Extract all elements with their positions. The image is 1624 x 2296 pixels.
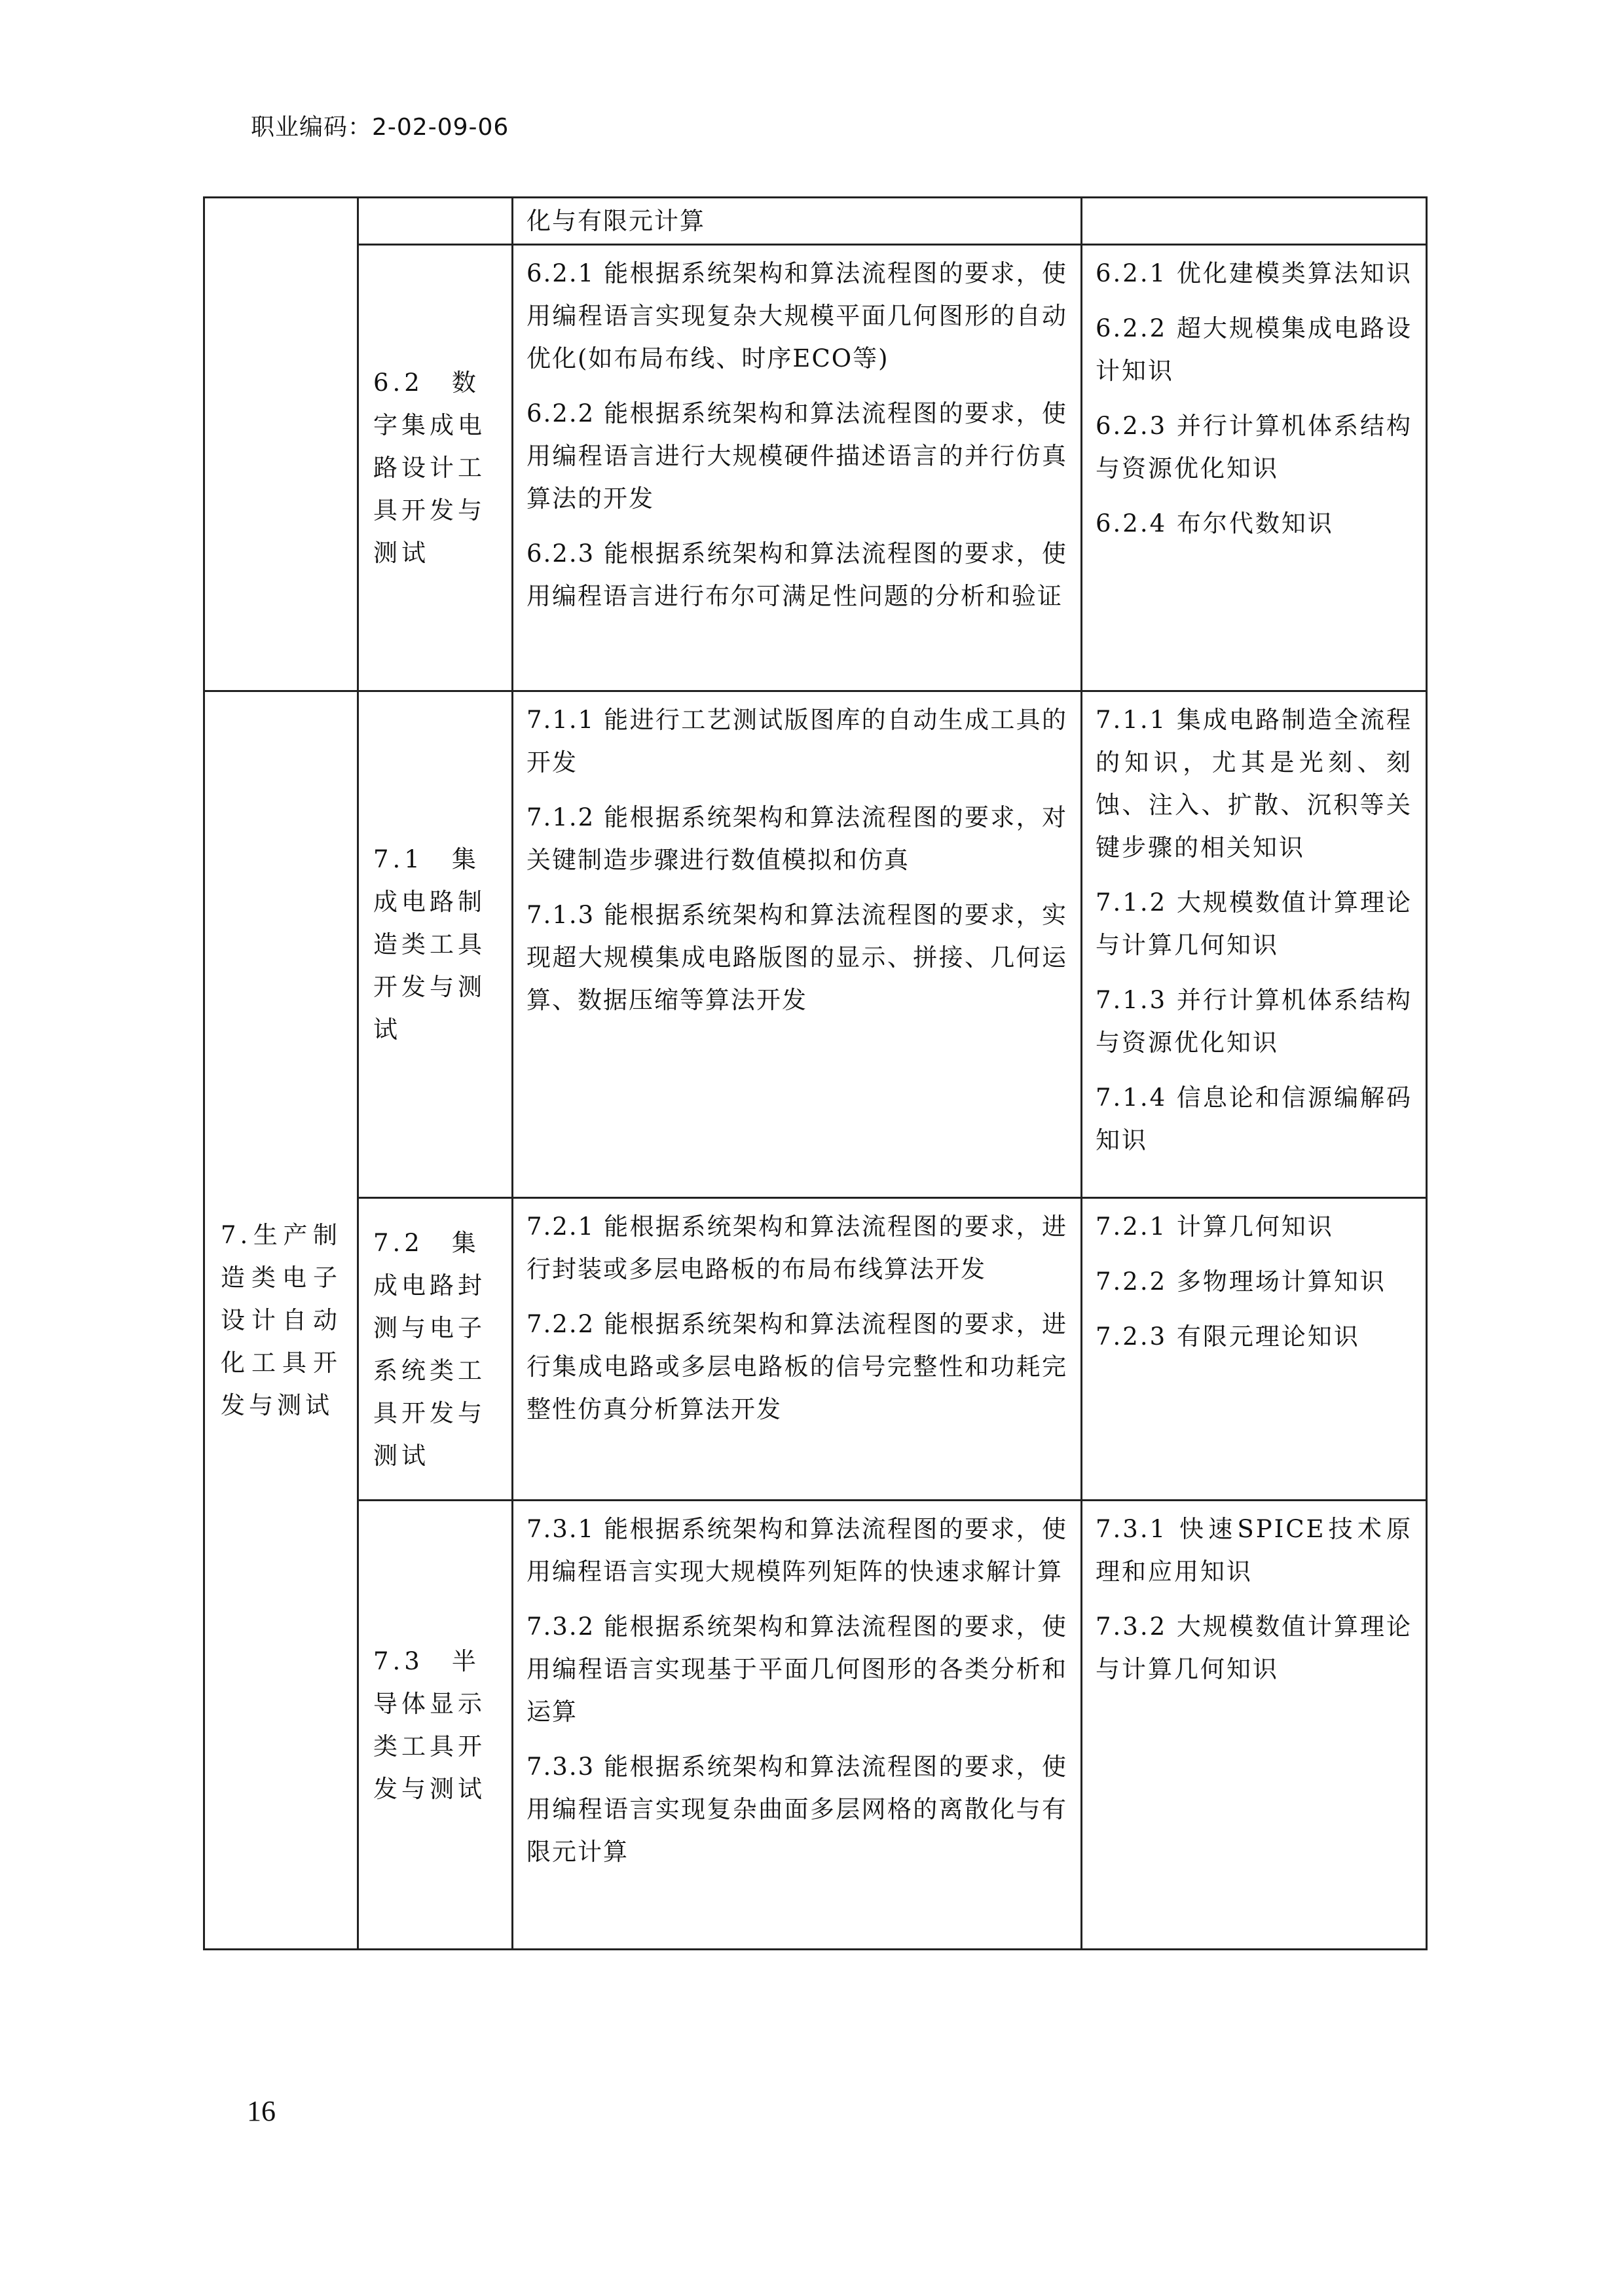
knowledge-item: 7.2.1 计算几何知识 [1096, 1212, 1334, 1241]
skill-item: 7.3.3 能根据系统架构和算法流程图的要求，使用编程语言实现复杂曲面多层网格的离散化与有限元计算 [526, 1753, 1067, 1866]
knowledge-item: 7.2.2 多物理场计算知识 [1096, 1267, 1386, 1296]
skill-item: 6.2.2 能根据系统架构和算法流程图的要求，使用编程语言进行大规模硬件描述语言的并行仿真算法的开发 [526, 399, 1067, 513]
skills-cell [513, 1501, 1082, 1950]
table-row [204, 198, 1427, 245]
knowledge-item: 6.2.2 超大规模集成电路设计知识 [1096, 314, 1412, 385]
category-cell-7: 7.生产制造类电子设计自动化工具开发与测试 [204, 691, 358, 1950]
knowledge-item: 6.2.3 并行计算机体系结构与资源优化知识 [1096, 412, 1412, 483]
skills-cell [513, 1198, 1082, 1501]
table-row [204, 1501, 1427, 1950]
skill-item: 7.3.2 能根据系统架构和算法流程图的要求，使用编程语言实现基于平面几何图形的各类分析和运算 [526, 1613, 1067, 1726]
knowledge-cell [1082, 1501, 1427, 1950]
knowledge-item: 7.1.3 并行计算机体系结构与资源优化知识 [1096, 986, 1412, 1057]
skill-item: 7.1.1 能进行工艺测试版图库的自动生成工具的开发 [526, 706, 1067, 776]
knowledge-item: 7.1.2 大规模数值计算理论与计算几何知识 [1096, 888, 1412, 959]
work-content-cell: 7.3 半导体显示类工具开发与测试 [358, 1501, 513, 1950]
skill-item: 化与有限元计算 [526, 207, 705, 235]
work-content-cell [358, 198, 513, 245]
occupation-code: 职业编码：2-02-09-06 [251, 114, 509, 141]
table-row [204, 245, 1427, 691]
skill-item: 6.2.1 能根据系统架构和算法流程图的要求，使用编程语言实现复杂大规模平面几何图形的自动优化(如布局布线、时序ECO等) [526, 259, 1067, 373]
skill-item: 7.3.1 能根据系统架构和算法流程图的要求，使用编程语言实现大规模阵列矩阵的快速求解计算 [526, 1515, 1067, 1586]
knowledge-item: 7.1.1 集成电路制造全流程的知识，尤其是光刻、刻蚀、注入、扩散、沉积等关键步骤的相关知识 [1096, 706, 1412, 862]
skills-cell [513, 245, 1082, 691]
skills-table [203, 196, 1428, 1950]
work-content-cell: 7.2 集成电路封测与电子系统类工具开发与测试 [358, 1198, 513, 1501]
skill-item: 7.2.1 能根据系统架构和算法流程图的要求，进行封装或多层电路板的布局布线算法开发 [526, 1212, 1067, 1283]
knowledge-item: 7.3.2 大规模数值计算理论与计算几何知识 [1096, 1613, 1412, 1683]
knowledge-cell [1082, 245, 1427, 691]
table-row [204, 691, 1427, 1198]
knowledge-item: 7.2.3 有限元理论知识 [1096, 1322, 1360, 1351]
skill-item: 7.2.2 能根据系统架构和算法流程图的要求，进行集成电路或多层电路板的信号完整性和功耗完整性仿真分析算法开发 [526, 1310, 1067, 1423]
table-row [204, 1198, 1427, 1501]
work-content-cell: 7.1 集成电路制造类工具开发与测试 [358, 691, 513, 1198]
skill-item: 6.2.3 能根据系统架构和算法流程图的要求，使用编程语言进行布尔可满足性问题的分析和验证 [526, 539, 1067, 610]
skill-item: 7.1.2 能根据系统架构和算法流程图的要求，对关键制造步骤进行数值模拟和仿真 [526, 803, 1067, 874]
skills-cell [513, 198, 1082, 245]
page-number: 16 [247, 2095, 276, 2127]
knowledge-cell [1082, 691, 1427, 1198]
knowledge-item: 7.1.4 信息论和信源编解码知识 [1096, 1084, 1412, 1154]
knowledge-item: 7.3.1 快速SPICE技术原理和应用知识 [1096, 1515, 1412, 1586]
category-cell-6 [204, 198, 358, 691]
skill-item: 7.1.3 能根据系统架构和算法流程图的要求，实现超大规模集成电路版图的显示、拼接、几何运算、数据压缩等算法开发 [526, 901, 1067, 1014]
skills-cell [513, 691, 1082, 1198]
knowledge-item: 6.2.1 优化建模类算法知识 [1096, 259, 1412, 287]
knowledge-item: 6.2.4 布尔代数知识 [1096, 509, 1334, 538]
knowledge-cell [1082, 1198, 1427, 1501]
knowledge-cell [1082, 198, 1427, 245]
work-content-cell: 6.2 数字集成电路设计工具开发与测试 [358, 245, 513, 691]
